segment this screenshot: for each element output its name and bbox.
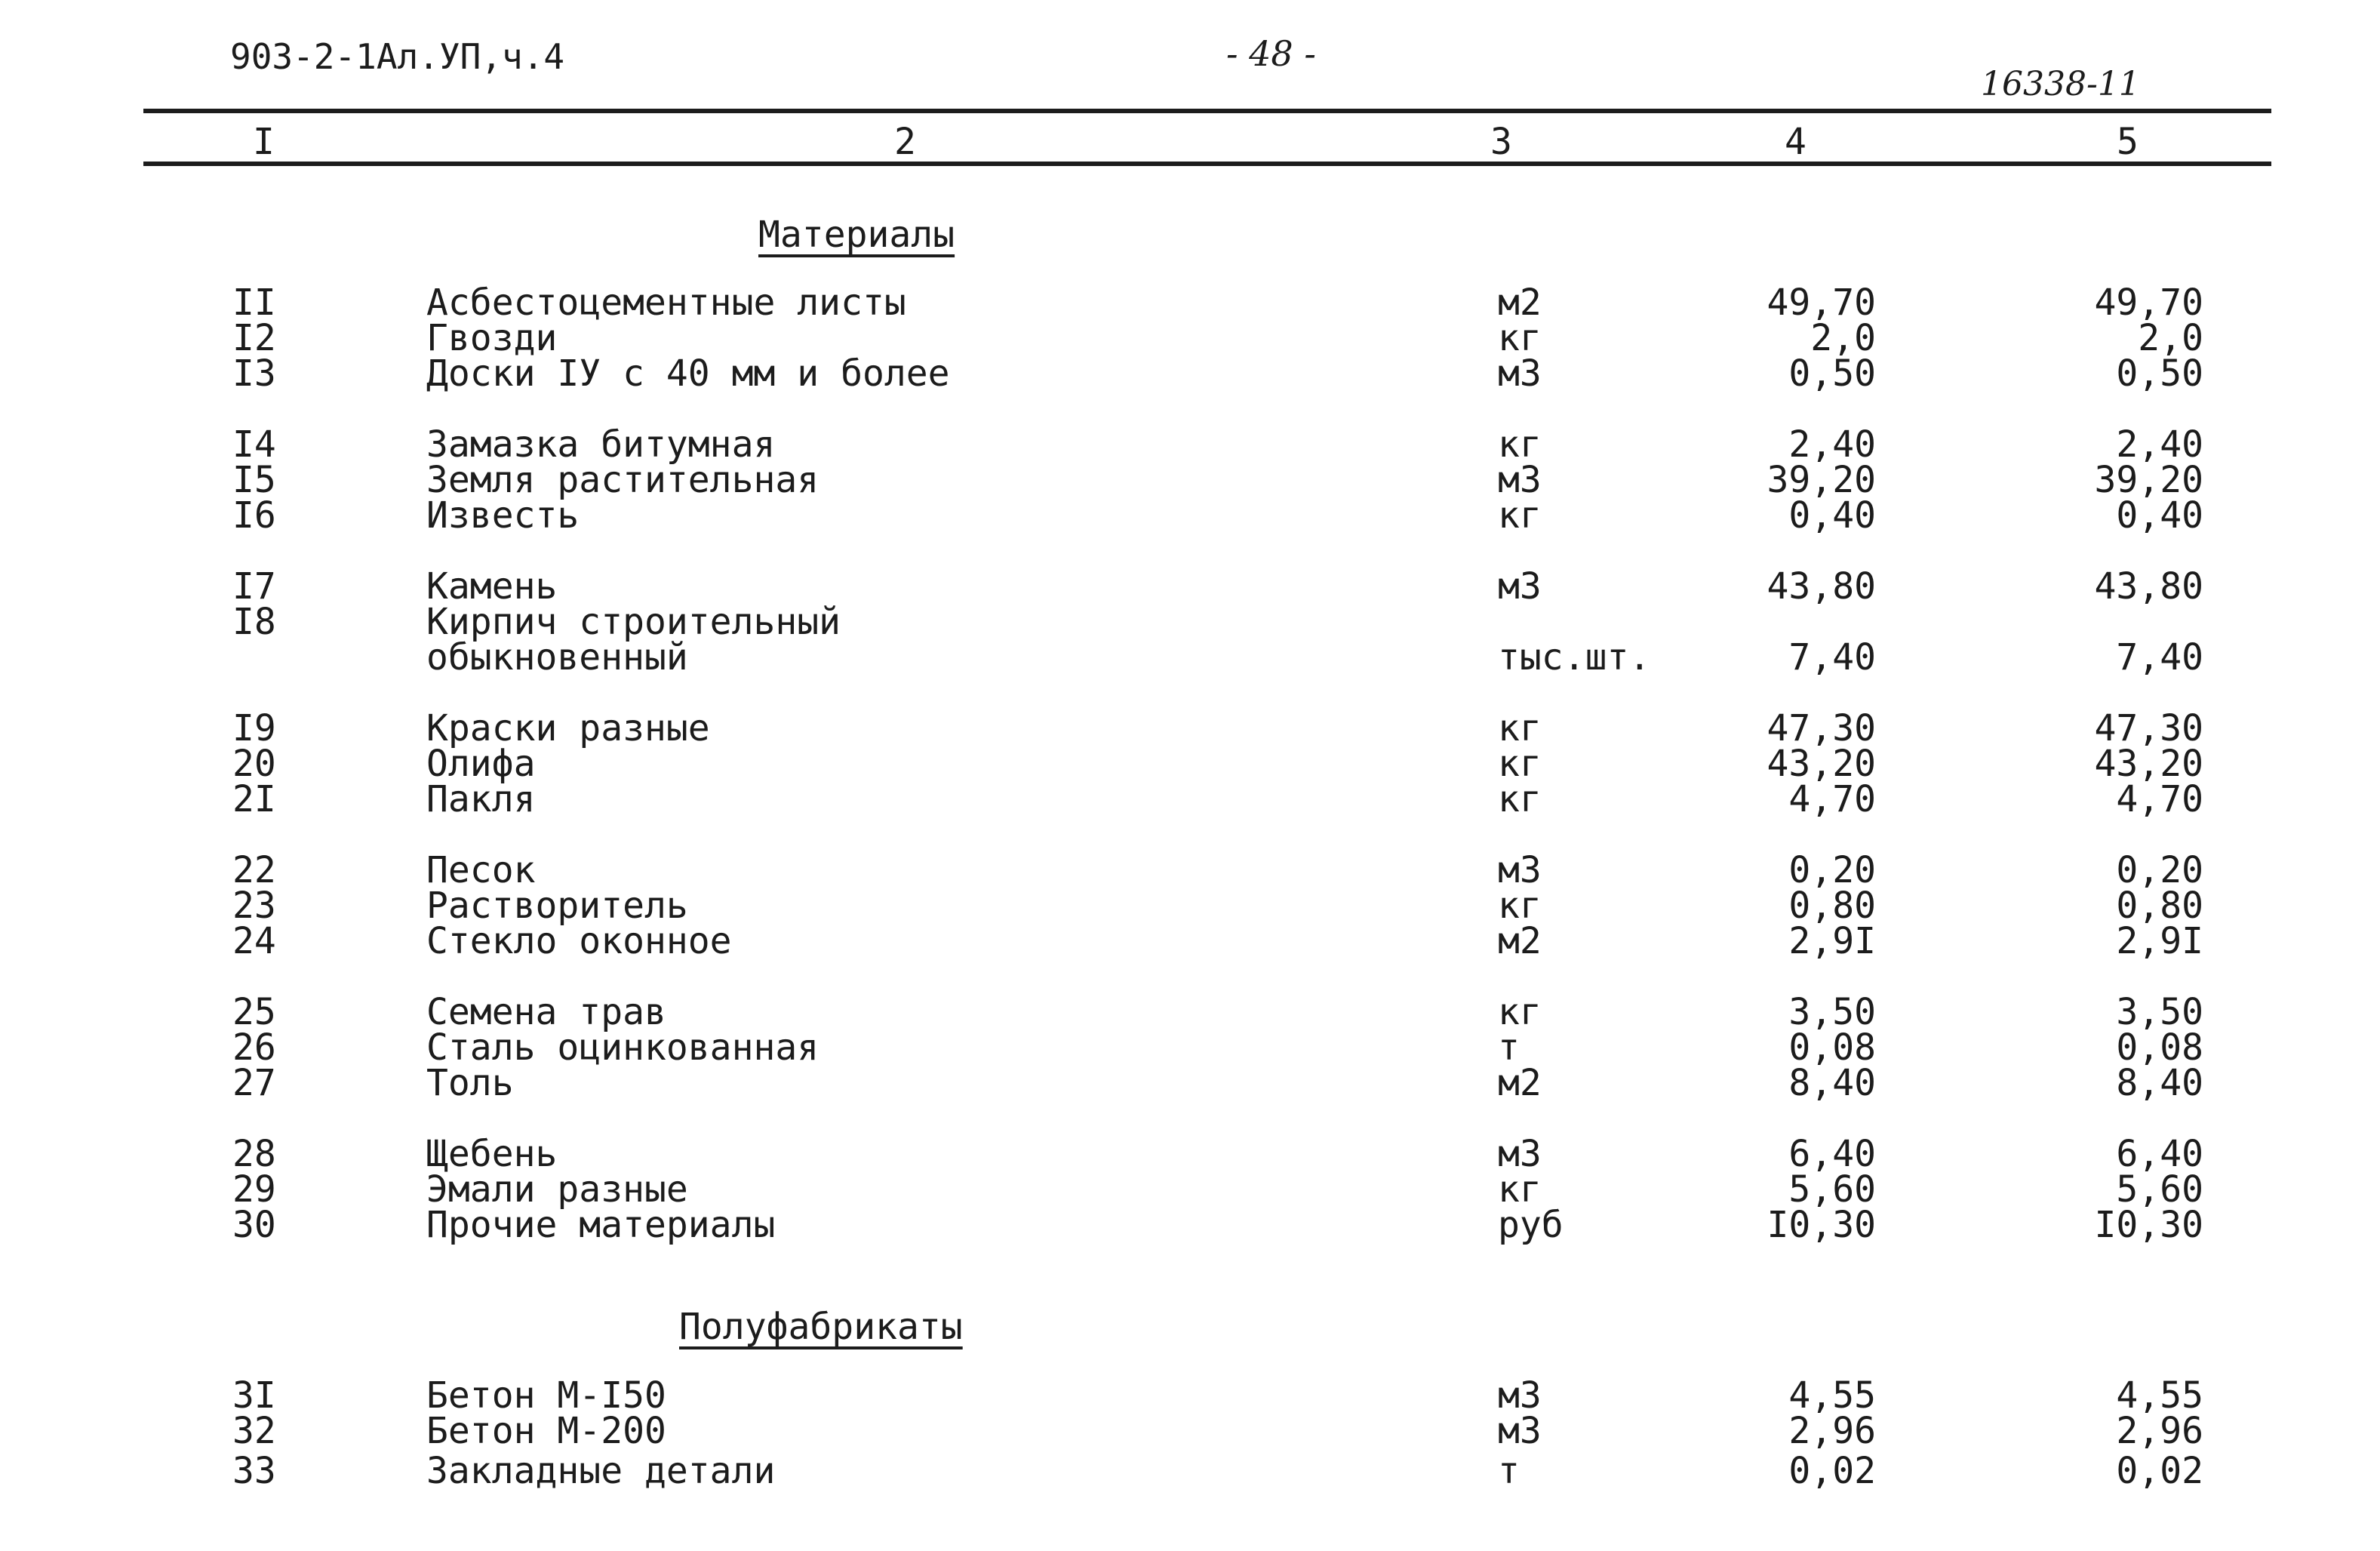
item-name: Кирпич строительный: [426, 601, 841, 643]
item-unit: м3: [1498, 1374, 1542, 1417]
item-unit: кг: [1498, 991, 1542, 1033]
quantity-col5: 0,20: [2116, 849, 2203, 891]
item-unit: кг: [1498, 494, 1542, 537]
item-name: Бетон М-I50: [426, 1374, 666, 1417]
item-unit: кг: [1498, 707, 1542, 749]
table-row: [0, 423, 2380, 466]
item-number: 24: [232, 920, 276, 962]
quantity-col5: 43,20: [2094, 743, 2203, 785]
quantity-col4: 49,70: [1767, 282, 1876, 324]
column-number-5: 5: [2117, 121, 2139, 163]
item-number: 2I: [232, 778, 276, 820]
item-number: 28: [232, 1133, 276, 1175]
table-row: [0, 1450, 2380, 1492]
item-name: Сталь оцинкованная: [426, 1026, 819, 1069]
quantity-col4: 0,80: [1788, 885, 1876, 927]
item-unit: м2: [1498, 920, 1542, 962]
item-number: I5: [232, 459, 276, 501]
column-number-3: 3: [1490, 121, 1512, 163]
item-unit: м3: [1498, 352, 1542, 395]
quantity-col4: 5,60: [1788, 1168, 1876, 1211]
item-unit: кг: [1498, 778, 1542, 820]
quantity-col5: 43,80: [2094, 565, 2203, 608]
quantity-col5: 4,55: [2116, 1374, 2203, 1417]
quantity-col4: 47,30: [1767, 707, 1876, 749]
quantity-col5: 39,20: [2094, 459, 2203, 501]
quantity-col5: 2,96: [2116, 1410, 2203, 1452]
item-name: Олифа: [426, 743, 536, 785]
item-unit: кг: [1498, 423, 1542, 466]
quantity-col5: 6,40: [2116, 1133, 2203, 1175]
item-name: Эмали разные: [426, 1168, 688, 1211]
table-row: [0, 494, 2380, 537]
item-number: 29: [232, 1168, 276, 1211]
item-unit: м3: [1498, 565, 1542, 608]
quantity-col4: 2,96: [1788, 1410, 1876, 1452]
item-name: обыкновенный: [426, 636, 688, 679]
item-unit: кг: [1498, 743, 1542, 785]
item-name: Толь: [426, 1062, 514, 1104]
column-number-2: 2: [894, 121, 916, 163]
quantity-col5: 0,08: [2116, 1026, 2203, 1069]
table-row: [0, 636, 2380, 679]
item-name: Земля растительная: [426, 459, 819, 501]
quantity-col4: 0,08: [1788, 1026, 1876, 1069]
archive-number: 16338-11: [1981, 65, 2140, 103]
item-unit: м3: [1498, 1133, 1542, 1175]
quantity-col4: I0,30: [1767, 1204, 1876, 1246]
quantity-col5: 0,80: [2116, 885, 2203, 927]
table-row: [0, 778, 2380, 820]
item-number: I8: [232, 601, 276, 643]
quantity-col5: 7,40: [2116, 636, 2203, 679]
page-number: - 48 -: [1226, 33, 1316, 74]
quantity-col4: 2,9I: [1788, 920, 1876, 962]
quantity-col5: I0,30: [2094, 1204, 2203, 1246]
column-number-1: I: [253, 121, 275, 163]
item-name: Песок: [426, 849, 536, 891]
item-number: 27: [232, 1062, 276, 1104]
table-row: [0, 459, 2380, 501]
item-number: 25: [232, 991, 276, 1033]
quantity-col5: 8,40: [2116, 1062, 2203, 1104]
table-row: [0, 1204, 2380, 1246]
item-number: I2: [232, 317, 276, 359]
item-number: 33: [232, 1450, 276, 1492]
item-number: I9: [232, 707, 276, 749]
quantity-col5: 0,40: [2116, 494, 2203, 537]
table-row: [0, 991, 2380, 1033]
item-unit: м3: [1498, 459, 1542, 501]
header-rule: [143, 162, 2271, 166]
quantity-col4: 4,70: [1788, 778, 1876, 820]
item-number: II: [232, 282, 276, 324]
table-row: [0, 352, 2380, 395]
quantity-col4: 43,80: [1767, 565, 1876, 608]
table-row: [0, 1410, 2380, 1452]
quantity-col4: 0,02: [1788, 1450, 1876, 1492]
quantity-col4: 4,55: [1788, 1374, 1876, 1417]
item-number: 22: [232, 849, 276, 891]
table-row: [0, 885, 2380, 927]
item-number: 32: [232, 1410, 276, 1452]
quantity-col4: 0,20: [1788, 849, 1876, 891]
section-title-materials: Материалы: [758, 214, 955, 256]
item-name: Гвозди: [426, 317, 558, 359]
table-row: [0, 920, 2380, 962]
quantity-col4: 0,50: [1788, 352, 1876, 395]
item-name: Доски IУ с 40 мм и более: [426, 352, 950, 395]
table-row: [0, 849, 2380, 891]
quantity-col4: 7,40: [1788, 636, 1876, 679]
table-row: [0, 565, 2380, 608]
item-name: Пакля: [426, 778, 536, 820]
table-row: [0, 1374, 2380, 1417]
quantity-col4: 43,20: [1767, 743, 1876, 785]
item-name: Щебень: [426, 1133, 558, 1175]
item-number: 3I: [232, 1374, 276, 1417]
quantity-col4: 8,40: [1788, 1062, 1876, 1104]
quantity-col4: 3,50: [1788, 991, 1876, 1033]
item-name: Семена трав: [426, 991, 666, 1033]
item-number: 30: [232, 1204, 276, 1246]
table-row: [0, 1062, 2380, 1104]
item-unit: м2: [1498, 282, 1542, 324]
item-unit: кг: [1498, 885, 1542, 927]
item-unit: т: [1498, 1026, 1520, 1069]
item-name: Закладные детали: [426, 1450, 776, 1492]
item-number: 23: [232, 885, 276, 927]
item-unit: руб: [1498, 1204, 1564, 1246]
item-name: Прочие материалы: [426, 1204, 776, 1246]
quantity-col5: 0,02: [2116, 1450, 2203, 1492]
item-unit: т: [1498, 1450, 1520, 1492]
item-name: Стекло оконное: [426, 920, 732, 962]
item-number: I7: [232, 565, 276, 608]
item-number: I4: [232, 423, 276, 466]
document-code: 903-2-1Ал.УП,ч.4: [230, 36, 565, 77]
item-number: I6: [232, 494, 276, 537]
table-row: [0, 1168, 2380, 1211]
quantity-col4: 2,0: [1810, 317, 1876, 359]
table-row: [0, 743, 2380, 785]
table-row: [0, 1026, 2380, 1069]
item-name: Краски разные: [426, 707, 710, 749]
quantity-col5: 4,70: [2116, 778, 2203, 820]
item-unit: м3: [1498, 1410, 1542, 1452]
item-name: Растворитель: [426, 885, 688, 927]
quantity-col4: 2,40: [1788, 423, 1876, 466]
item-unit: м2: [1498, 1062, 1542, 1104]
quantity-col5: 0,50: [2116, 352, 2203, 395]
table-row: [0, 282, 2380, 324]
table-row: [0, 1133, 2380, 1175]
quantity-col5: 5,60: [2116, 1168, 2203, 1211]
quantity-col5: 2,9I: [2116, 920, 2203, 962]
top-rule: [143, 109, 2271, 113]
section-title-semifinished: Полуфабрикаты: [679, 1306, 963, 1348]
item-name: Асбестоцементные листы: [426, 282, 906, 324]
item-name: Бетон М-200: [426, 1410, 666, 1452]
quantity-col5: 47,30: [2094, 707, 2203, 749]
item-unit: кг: [1498, 1168, 1542, 1211]
quantity-col4: 39,20: [1767, 459, 1876, 501]
item-unit: тыс.шт.: [1498, 636, 1651, 679]
quantity-col4: 0,40: [1788, 494, 1876, 537]
quantity-col5: 3,50: [2116, 991, 2203, 1033]
quantity-col4: 6,40: [1788, 1133, 1876, 1175]
quantity-col5: 2,0: [2138, 317, 2203, 359]
item-number: 26: [232, 1026, 276, 1069]
quantity-col5: 49,70: [2094, 282, 2203, 324]
item-name: Известь: [426, 494, 580, 537]
item-name: Замазка битумная: [426, 423, 776, 466]
quantity-col5: 2,40: [2116, 423, 2203, 466]
column-number-4: 4: [1785, 121, 1807, 163]
item-number: 20: [232, 743, 276, 785]
item-unit: кг: [1498, 317, 1542, 359]
table-row: [0, 707, 2380, 749]
item-number: I3: [232, 352, 276, 395]
table-row: [0, 317, 2380, 359]
table-row: [0, 601, 2380, 643]
item-unit: м3: [1498, 849, 1542, 891]
item-name: Камень: [426, 565, 558, 608]
